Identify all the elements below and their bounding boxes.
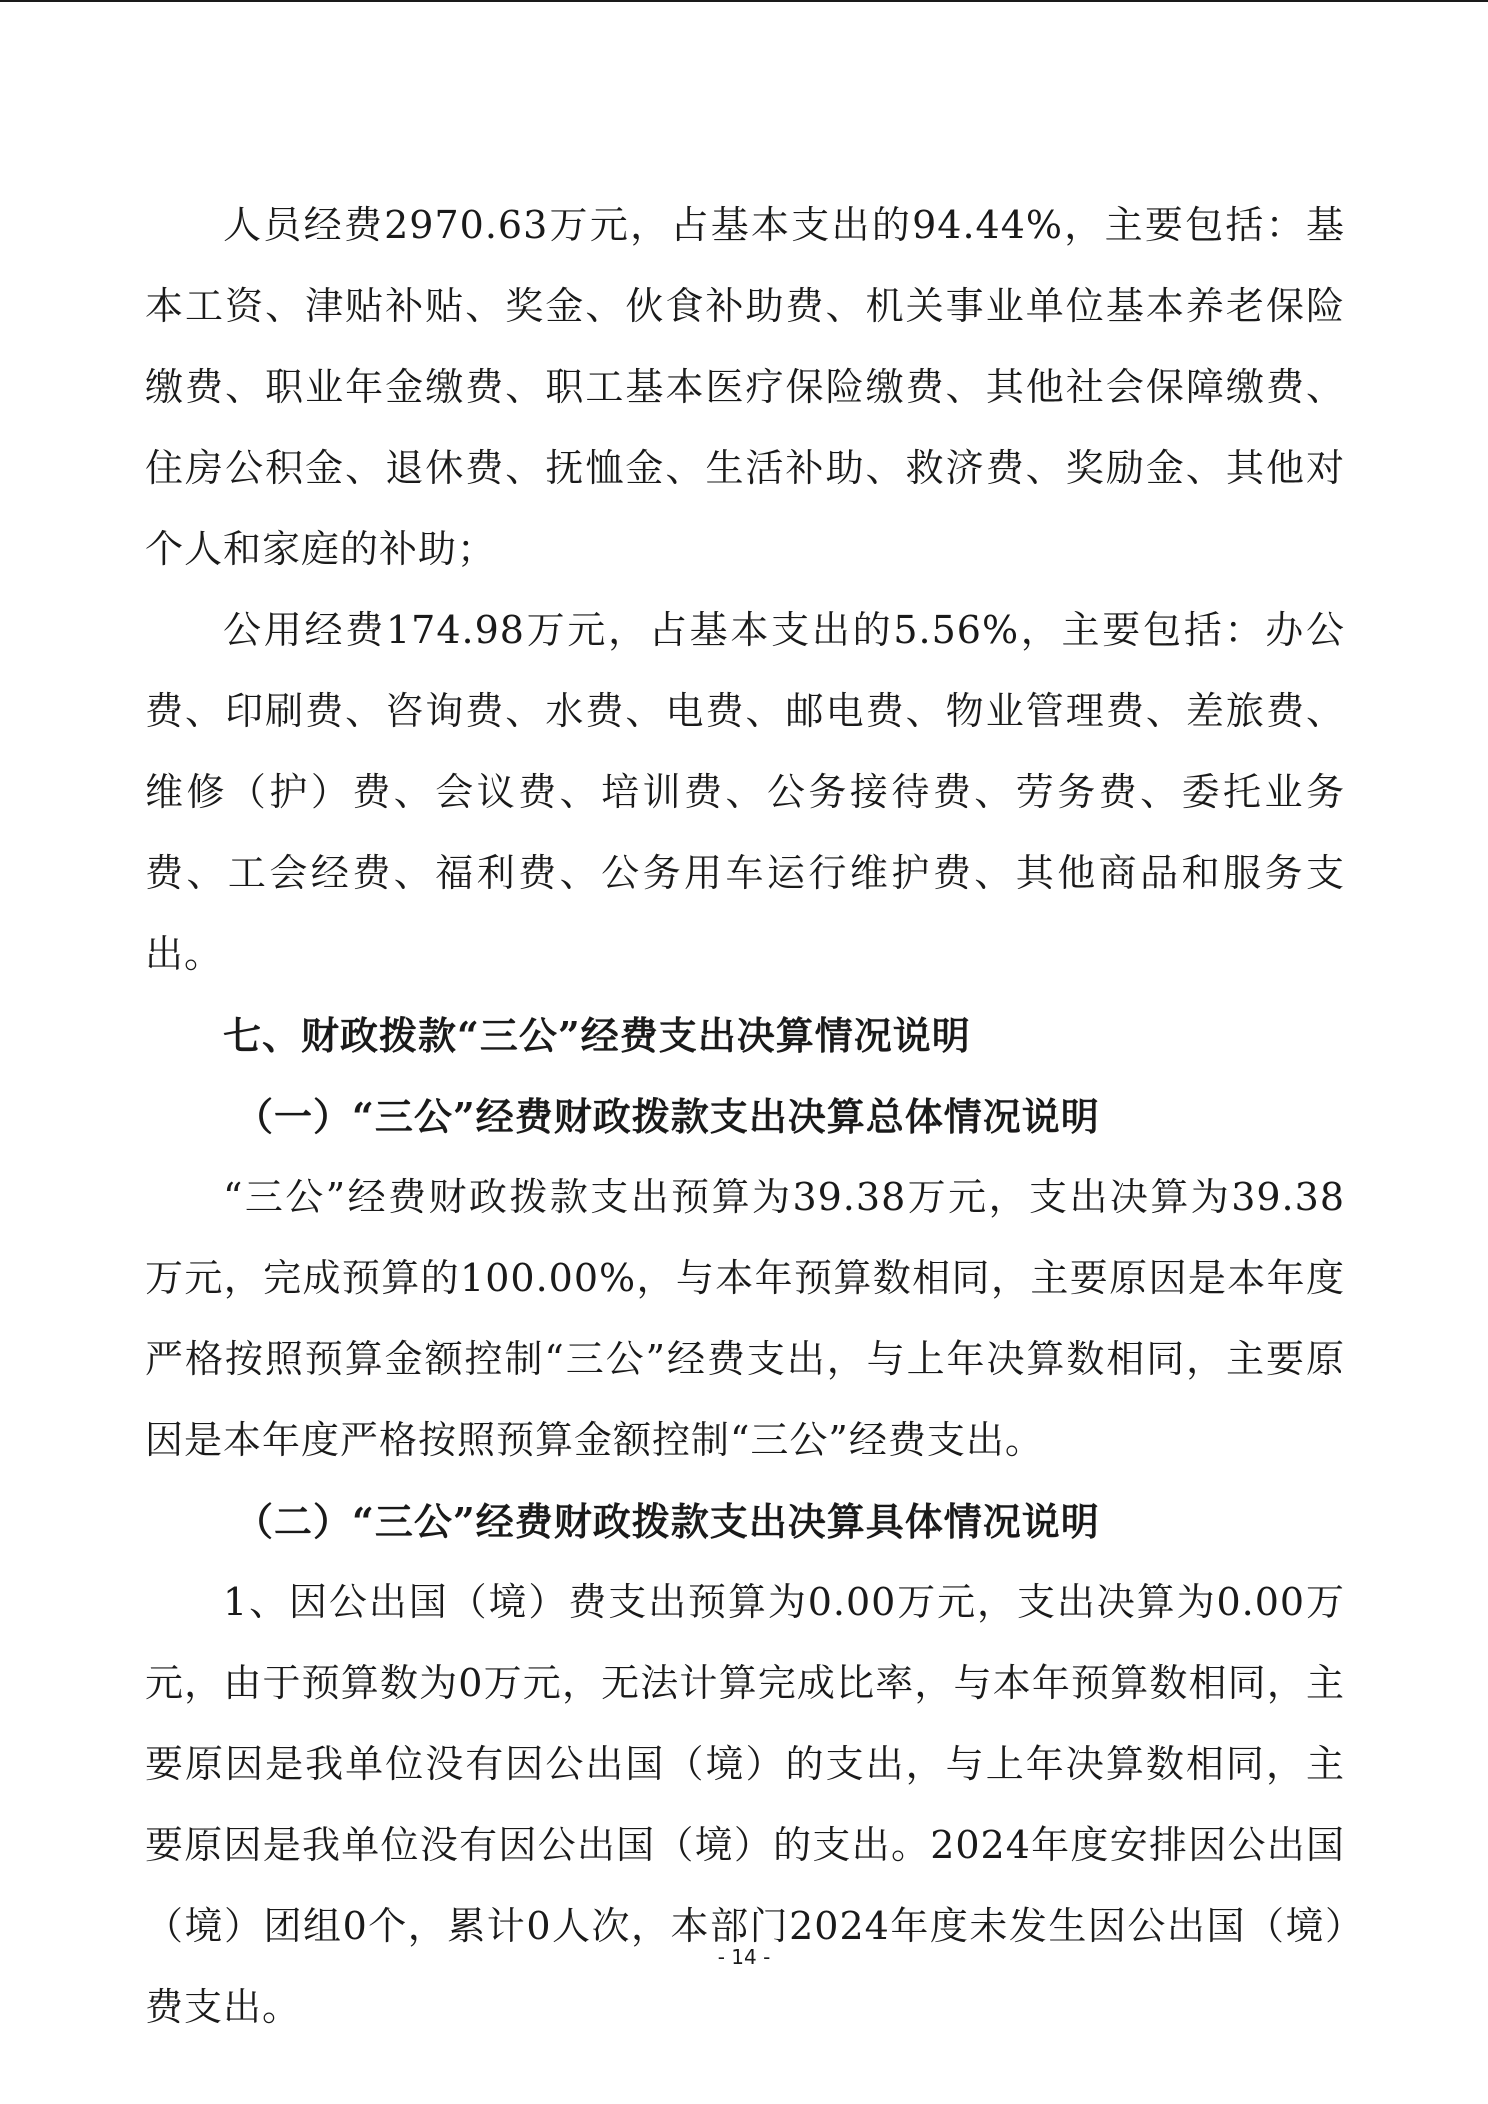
paragraph-overall-explanation: “三公”经费财政拨款支出预算为39.38万元，支出决算为39.38万元，完成预算的100.00%，与本年预算数相同，主要原因是本年度严格按照预算金额控制“三公”经费支出，与上年决算数相同，主要原因是本年度严格按照预算金额控制“三公”经费支出。 [145,1175,1345,1462]
subsection-heading-specific: （二）“三公”经费财政拨款支出决算具体情况说明 [235,1499,1100,1544]
subsection-heading-overall: （一）“三公”经费财政拨款支出决算总体情况说明 [235,1094,1100,1139]
page-number: - 14 - [717,1945,771,1969]
section-heading-three-public-expenses: 七、财政拨款“三公”经费支出决算情况说明 [223,1013,971,1058]
paragraph-public-expenses: 公用经费174.98万元，占基本支出的5.56%，主要包括：办公费、印刷费、咨询费、水费、电费、邮电费、物业管理费、差旅费、维修（护）费、会议费、培训费、公务接待费、劳务费、委托业务费、工会经费、福利费、公务用车运行维护费、其他商品和服务支出。 [145,608,1345,976]
document-body [145,185,1345,2048]
top-border-line [0,0,1488,2]
paragraph-personnel-expenses: 人员经费2970.63万元，占基本支出的94.44%，主要包括：基本工资、津贴补贴、奖金、伙食补助费、机关事业单位基本养老保险缴费、职业年金缴费、职工基本医疗保险缴费、其他社会保障缴费、住房公积金、退休费、抚恤金、生活补助、救济费、奖励金、其他对个人和家庭的补助； [145,203,1345,571]
paragraph-overseas-travel: 1、因公出国（境）费支出预算为0.00万元，支出决算为0.00万元，由于预算数为0万元，无法计算完成比率，与本年预算数相同，主要原因是我单位没有因公出国（境）的支出，与上年决算数相同，主要原因是我单位没有因公出国（境）的支出。2024年度安排因公出国（境）团组0个，累计0人次，本部门2024年度未发生因公出国（境）费支出。 [145,1580,1345,2029]
